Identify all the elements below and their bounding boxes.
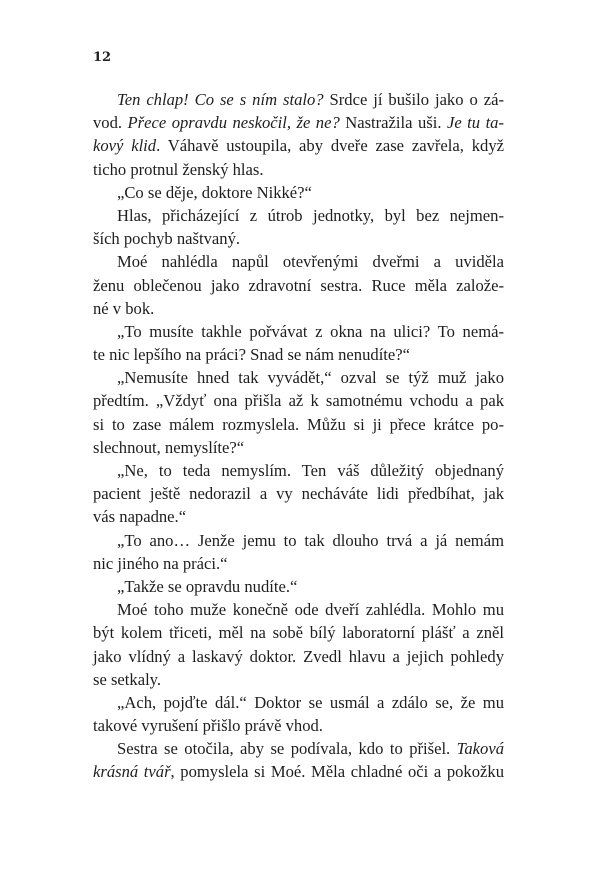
text-line	[93, 505, 504, 528]
text-line	[93, 737, 504, 760]
text-span: Moé nahlédla napůl otevřenými dveřmi a uviděla	[117, 252, 504, 272]
text-line	[93, 459, 504, 482]
text-span: pacient ještě nedorazil a vy necháváte lidi předbíhat, jak	[93, 484, 504, 504]
text-line	[93, 274, 504, 297]
text-line	[93, 529, 504, 552]
text-line	[93, 482, 504, 505]
italic-text: Je tu ta-	[446, 113, 505, 133]
text-line	[93, 668, 504, 691]
text-span: . Váhavě ustoupila, aby dveře zase zavřela, když	[156, 136, 504, 156]
text-span: „Ne, to teda nemyslím. Ten váš důležitý objednaný	[117, 461, 504, 480]
body-text	[93, 88, 504, 784]
text-span: „Takže se opravdu nudíte.“	[117, 576, 298, 596]
text-span: Nastražila uši.	[339, 113, 447, 133]
text-span: ženu oblečenou jako zdravotní sestra. Ruce měla založe-	[93, 275, 504, 295]
text-span: „To musíte takhle pořvávat z okna na ulici? To nemá-	[117, 321, 504, 341]
text-span: předtím. „Vždyť ona přišla až k samotnému vchodu a pak	[93, 391, 504, 411]
text-span: být kolem třiceti, měl na sobě bílý laboratorní plášť a zněl	[93, 623, 504, 643]
text-line	[93, 204, 504, 227]
text-line	[93, 366, 504, 389]
italic-text: krásná tvář	[93, 762, 171, 782]
text-span: Hlas, přicházející z útrob jednotky, byl bez nejmen-	[117, 205, 504, 225]
text-line	[93, 413, 504, 436]
text-span: , pomyslela si Moé. Měla chladné oči a pokožku	[170, 762, 504, 782]
text-line	[93, 88, 504, 111]
text-span: vod.	[93, 113, 128, 133]
text-line	[93, 297, 504, 320]
text-line	[93, 760, 504, 783]
text-line	[93, 158, 504, 181]
text-span: te nic lepšího na práci? Snad se nám nenudíte?“	[93, 345, 411, 365]
text-span: „Nemusíte hned tak vyvádět,“ ozval se týž muž jako	[117, 368, 504, 388]
text-line	[93, 343, 504, 366]
italic-text: Přece opravdu neskočil, že ne?	[127, 113, 340, 133]
text-line	[93, 111, 504, 134]
text-span: ších pochyb naštvaný.	[93, 229, 241, 249]
text-span: si to zase málem rozmyslela. Můžu si ji přece krátce po-	[93, 414, 504, 434]
text-line	[93, 598, 504, 621]
text-line	[93, 691, 504, 714]
text-span: jako vlídný a laskavý doktor. Zvedl hlavu a jejich pohledy	[93, 646, 504, 666]
text-line	[93, 389, 504, 412]
text-span: slechnout, nemyslíte?“	[93, 437, 245, 457]
text-line	[93, 575, 504, 598]
text-span: vás napadne.“	[93, 507, 187, 527]
page-number: 12	[93, 50, 112, 65]
text-span: takové vyrušení přišlo právě vhod.	[93, 716, 323, 736]
text-span: „Ach, pojďte dál.“ Doktor se usmál a zdálo se, že mu	[117, 692, 504, 712]
text-span: ticho protnul ženský hlas.	[93, 159, 264, 179]
text-line	[93, 181, 504, 204]
text-span: „Co se děje, doktore Nikké?“	[117, 182, 312, 202]
text-span: „To ano… Jenže jemu to tak dlouho trvá a já nemám	[117, 530, 504, 550]
text-span: Sestra se otočila, aby se podívala, kdo to přišel.	[117, 739, 457, 759]
text-line	[93, 320, 504, 343]
text-span: nic jiného na práci.“	[93, 553, 228, 573]
text-line	[93, 227, 504, 250]
text-line	[93, 714, 504, 737]
italic-text: kový klid	[93, 136, 157, 156]
text-span: né v bok.	[93, 298, 155, 318]
text-span: Moé toho muže konečně ode dveří zahlédla. Mohlo mu	[117, 600, 504, 620]
italic-text: Taková	[456, 739, 504, 759]
text-line	[93, 436, 504, 459]
text-line	[93, 621, 504, 644]
text-line	[93, 134, 504, 157]
text-line	[93, 645, 504, 668]
text-line	[93, 552, 504, 575]
italic-text: Ten chlap! Co se s ním stalo?	[117, 90, 324, 109]
text-line	[93, 250, 504, 273]
text-span: se setkaly.	[93, 669, 162, 689]
text-span: Srdce jí bušilo jako o zá-	[323, 90, 504, 109]
